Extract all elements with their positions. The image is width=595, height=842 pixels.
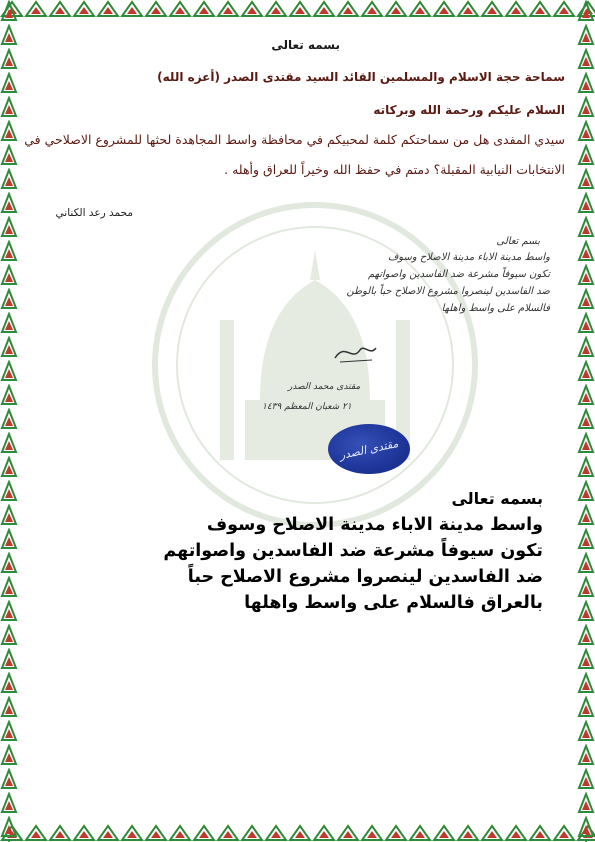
handwritten-line: واسط مدينة الاباء مدينة الاصلاح وسوف — [387, 252, 550, 263]
handwritten-line: بسم تعالى — [496, 236, 540, 247]
ornamental-border-left — [0, 0, 18, 842]
transcription-line: واسط مدينة الاباء مدينة الاصلاح وسوف — [206, 515, 543, 535]
letter-greeting: السلام عليكم ورحمة الله وبركاته — [373, 103, 565, 117]
stamp-text: مقتدى الصدر — [338, 436, 400, 462]
letter-signer-name: محمد رعد الكناني — [55, 207, 133, 219]
signature-date: ٢١ شعبان المعظم ١٤٣٩ — [262, 402, 352, 412]
handwritten-signature-icon — [330, 340, 380, 365]
transcription-line: تكون سيوفاً مشرعة ضد الفاسدين واصواتهم — [163, 541, 543, 561]
handwritten-line: ضد الفاسدين لينصروا مشروع الاصلاح حباً بالوطن — [346, 286, 550, 297]
reply-transcription — [163, 486, 543, 616]
transcription-line: ضد الفاسدين لينصروا مشروع الاصلاح حباً — [187, 567, 543, 587]
signature-name: مقتدى محمد الصدر — [288, 382, 361, 392]
letter-question-line-1: سيدي المفدى هل من سماحتكم كلمة لمحبيكم في محافظة واسط المجاهدة لحثها للمشروع الاصلاحي في — [24, 132, 565, 147]
letter-basmala: بسمه تعالى — [271, 38, 340, 52]
letter-salutation: سماحة حجة الاسلام والمسلمين القائد السيد مقتدى الصدر (أعزه الله) — [157, 70, 565, 84]
blue-seal-stamp — [328, 424, 410, 474]
handwritten-line: فالسلام على واسط واهلها — [441, 303, 550, 314]
letter-question-line-2: الانتخابات النيابية المقبلة؟ دمتم في حفظ الله وخيراً للعراق وأهله . — [224, 162, 565, 177]
ornamental-border-top — [0, 0, 595, 18]
transcription-line: بالعراق فالسلام على واسط واهلها — [244, 593, 543, 613]
transcription-line: بسمه تعالى — [451, 489, 543, 508]
ornamental-border-right — [577, 0, 595, 842]
handwritten-line: تكون سيوفاً مشرعة ضد الفاسدين واصواتهم — [367, 269, 550, 280]
ornamental-border-bottom — [0, 824, 595, 842]
